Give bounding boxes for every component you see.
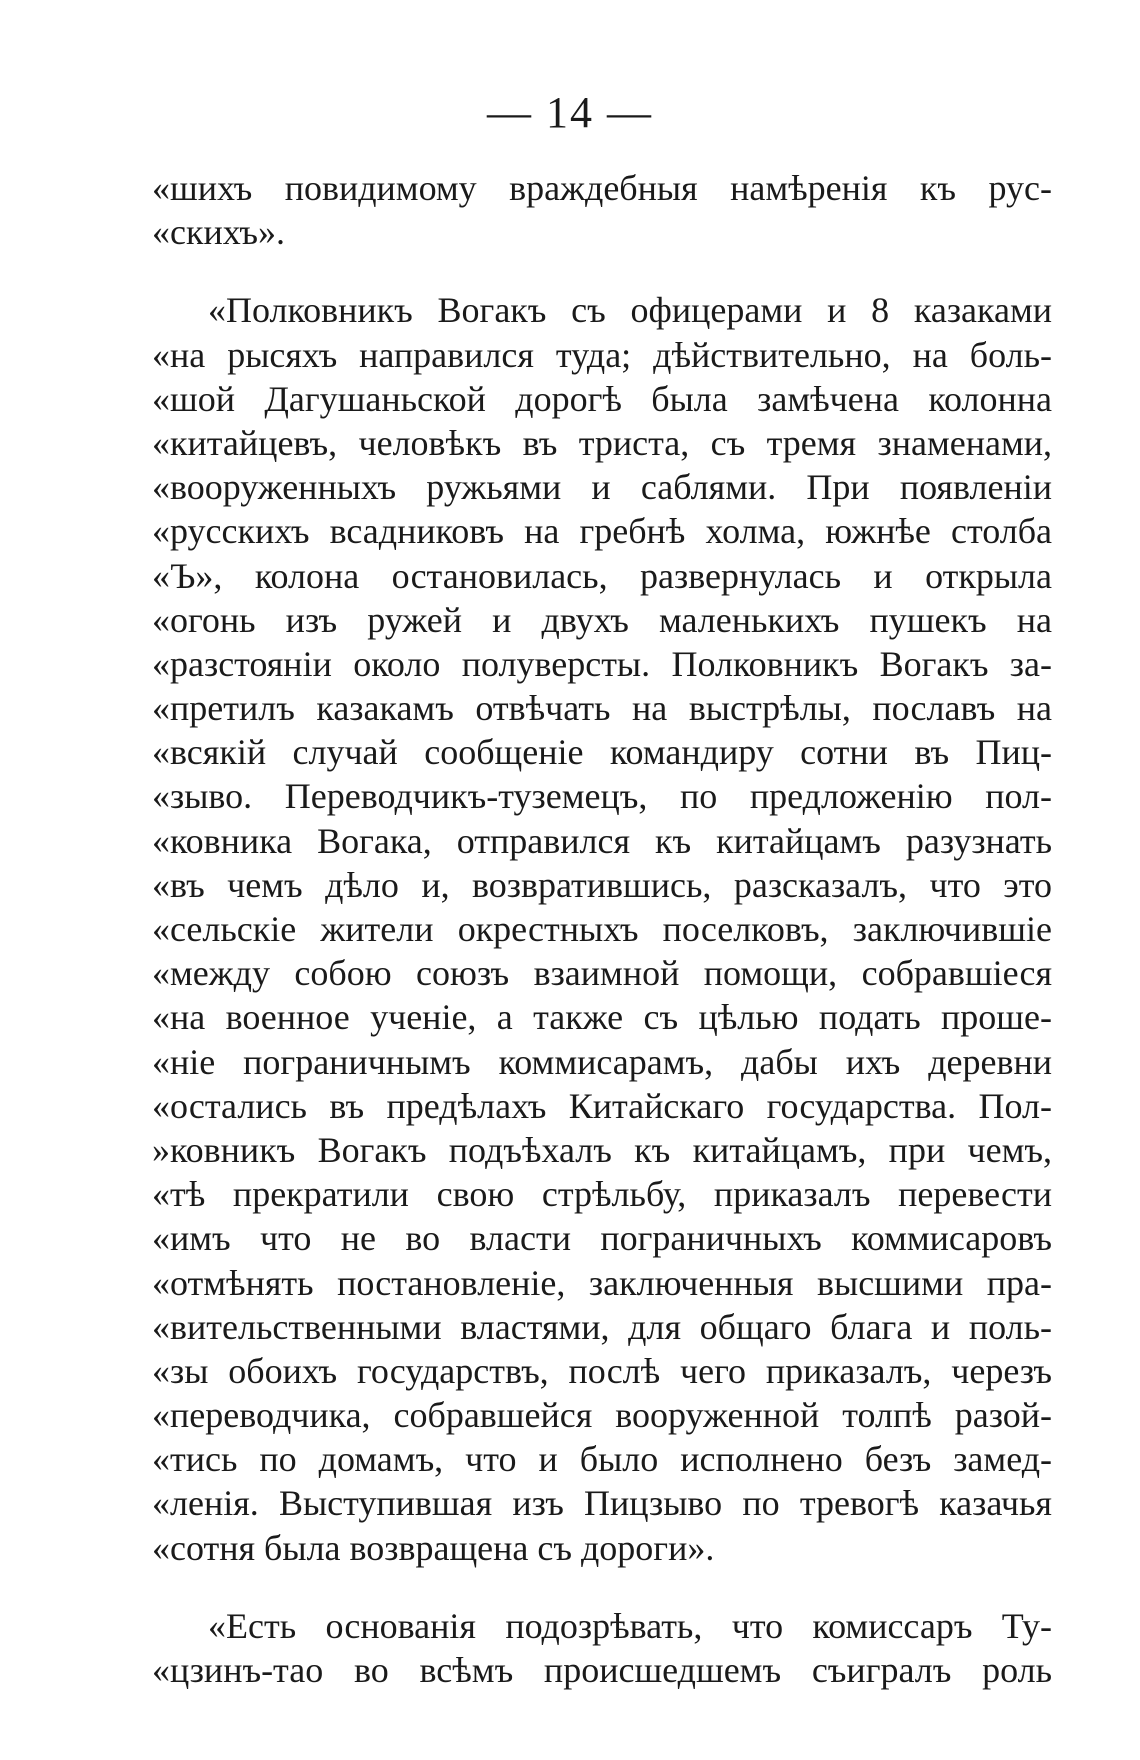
text-line: «претилъ казакамъ отвѣчать на выстрѣлы, пославъ на (152, 688, 1052, 729)
text-line: «скихъ». (152, 212, 285, 253)
paragraph-gap (152, 254, 1052, 288)
text-line: «переводчика, собравшейся вооруженной толпѣ разой- (152, 1395, 1052, 1436)
text-line: «шой Дагушаньской дорогѣ была замѣчена колонна (152, 378, 1052, 419)
text-line: «цзинъ-тао во всѣмъ происшедшемъ съигралъ роль (152, 1650, 1052, 1690)
text-line: «зыво. Переводчикъ-туземецъ, по предложенію пол- (152, 776, 1052, 817)
text-line: «ковника Вогака, отправился къ китайцамъ разузнать (152, 820, 1052, 861)
text-line: «вооруженныхъ ружьями и саблями. При появленіи (152, 467, 1052, 508)
text-line: «въ чемъ дѣло и, возвратившись, разсказалъ, что это (152, 864, 1052, 905)
text-line: «разстояніи около полуверсты. Полковникъ Вогакъ за- (152, 643, 1052, 684)
body-text (152, 166, 1052, 1692)
text-line: »ковникъ Вогакъ подъѣхалъ къ китайцамъ, при чемъ, (152, 1129, 1052, 1170)
text-line: «остались въ предѣлахъ Китайскаго государства. Пол- (152, 1085, 1052, 1126)
text-line: «тись по домамъ, что и было исполнено безъ замед- (152, 1439, 1052, 1480)
text-line: «ленія. Выступившая изъ Пицзыво по тревогѣ казачья (152, 1483, 1052, 1524)
text-line: «сельскіе жители окрестныхъ поселковъ, заключившіе (152, 909, 1052, 949)
text-line: «ніе пограничнымъ коммисарамъ, дабы ихъ деревни (152, 1041, 1052, 1082)
text-line: «зы обоихъ государствъ, послѣ чего приказалъ, черезъ (152, 1350, 1052, 1391)
text-line: «имъ что не во власти пограничныхъ коммисаровъ (152, 1218, 1052, 1259)
text-line: «тѣ прекратили свою стрѣльбу, приказалъ перевести (152, 1174, 1052, 1215)
text-line: «китайцевъ, человѣкъ въ триста, съ тремя знаменами, (152, 422, 1052, 463)
text-line: «шихъ повидимому враждебныя намѣренія къ рус- (152, 168, 1052, 208)
text-line: «на военное ученіе, а также съ цѣлью подать проше- (152, 997, 1052, 1038)
text-line: «отмѣнять постановленіе, заключенныя высшими пра- (152, 1262, 1052, 1303)
text-line: «между собою союзъ взаимной помощи, собравшіеся (152, 953, 1052, 994)
text-line: «русскихъ всадниковъ на гребнѣ холма, южнѣе столба (152, 511, 1052, 552)
text-line: «на рысяхъ направился туда; дѣйствительно, на боль- (152, 334, 1052, 375)
paragraph-gap (152, 1570, 1052, 1604)
text-line: «Ъ», колона остановилась, развернулась и открыла (152, 555, 1052, 596)
page-number: — 14 — (487, 88, 653, 137)
text-line: «всякій случай сообщеніе командиру сотни въ Пиц- (152, 732, 1052, 773)
text-line: «Есть основанія подозрѣвать, что комиссаръ Ту- (208, 1605, 1052, 1646)
text-line: «Полковникъ Вогакъ съ офицерами и 8 казаками (208, 290, 1052, 331)
text-line: «вительственными властями, для общаго блага и поль- (152, 1306, 1052, 1347)
text-line: «сотня была возвращена съ дороги». (152, 1527, 715, 1568)
text-line: «огонь изъ ружей и двухъ маленькихъ пушекъ на (152, 599, 1052, 640)
